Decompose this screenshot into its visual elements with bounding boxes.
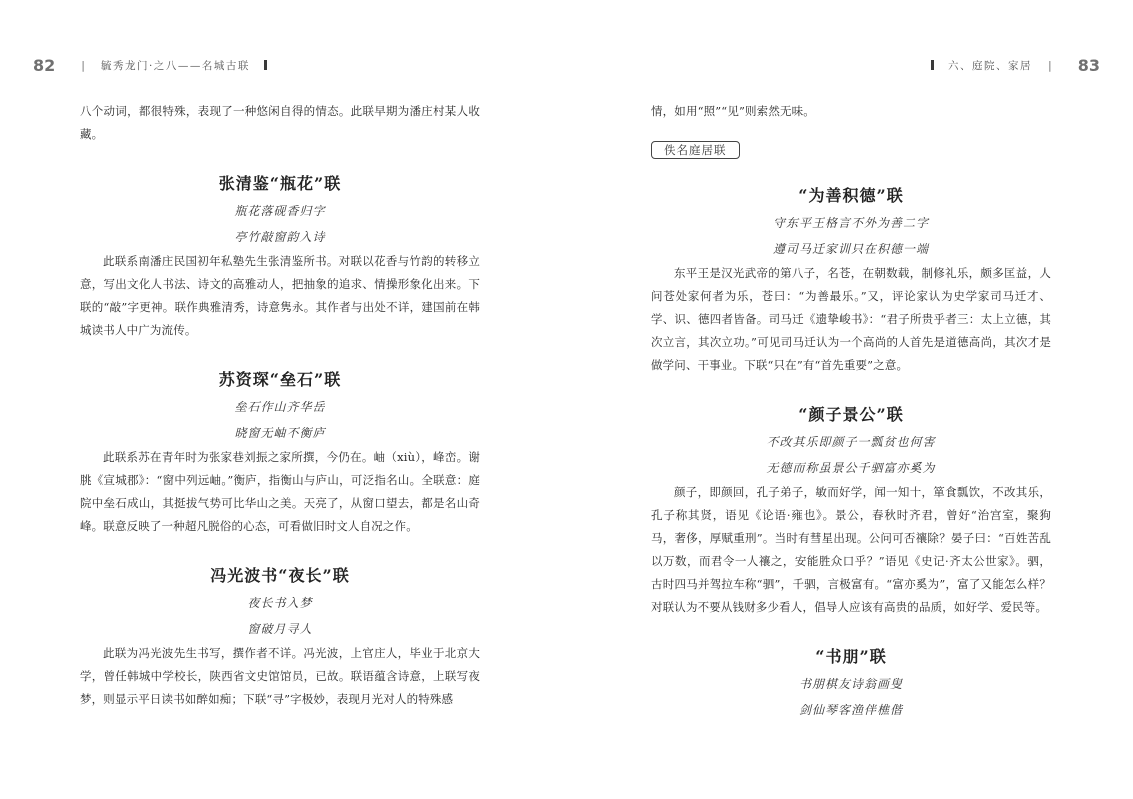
couplet-upper-line: 瓶花落砚香归字 [234,204,326,218]
couplet-upper-line: 夜长书入梦 [247,596,313,610]
header-block-marker [264,60,267,70]
couplet-upper-line: 书朋棋友诗翁画叟 [798,677,903,691]
couplet-section [80,173,480,342]
right-text-column [651,100,1051,723]
left-page [0,0,566,799]
left-running-header [33,52,267,78]
section-paragraph: 颜子，即颜回，孔子弟子，敏而好学，闻一知十，箪食瓢饮，不改其乐，孔子称其贤，语见《论语·雍也》。景公，春秋时齐君，曾好“治宫室，聚狗马，奢侈，厚赋重刑”。当时有彗星出现。公问可否禳除？晏子曰：“百姓苦乱以万数，而君令一人禳之，安能胜众口乎？”语见《史记·齐太公世家》。驷，古时四马并驾拉车称“驷”，千驷，言极富有。“富亦奚为”，富了又能怎么样？对联认为不要从钱财多少看人，倡导人应该有高贵的品质，如好学、爱民等。 [651,485,1051,614]
section-title: 冯光波书“夜长”联 [210,566,350,585]
left-text-column [80,100,480,711]
right-running-title: 六、庭院、家居 [948,59,1033,72]
header-separator: | [81,58,85,72]
section-title: “颜子景公”联 [798,405,904,424]
continued-paragraph: 情，如用“照”“见”则索然无味。 [651,104,815,118]
section-title: “书朋”联 [815,647,887,666]
section-paragraph: 东平王是汉光武帝的第八子，名苍，在朝数载，制修礼乐，颇多匡益，人问苍处家何者为乐，苍曰：“为善最乐。”又，评论家认为史学家司马迁才、学、识、德四者皆备。司马迁《遗挚峻书》：“君子所贵乎者三：太上立德，其次立言，其次立功。”可见司马迁认为一个高尚的人首先是道德高尚，其次才是做学问、干事业。下联“只在”有“首先重要”之意。 [651,266,1051,372]
category-tag-row [651,139,1051,159]
couplet-upper-line: 不改其乐即颜子一瓢贫也何害 [766,435,936,449]
right-running-header [931,52,1100,78]
left-running-title: 毓秀龙门·之八——名城古联 [100,59,250,72]
couplet-section [651,185,1051,377]
continued-paragraph: 八个动词，都很特殊，表现了一种悠闲自得的情态。此联早期为潘庄村某人收藏。 [80,104,480,141]
couplet-section [651,404,1051,619]
couplet-upper-line: 守东平王格言不外为善二字 [772,216,929,230]
section-title: “为善积德”联 [798,186,904,205]
category-tag: 佚名庭居联 [651,141,740,159]
section-title: 张清鉴“瓶花”联 [218,174,342,193]
couplet-lower-line: 无德而称虽景公千驷富亦奚为 [766,461,936,475]
header-block-marker [931,60,934,70]
couplet-upper-line: 垒石作山齐华岳 [234,400,326,414]
section-paragraph: 此联为冯光波先生书写，撰作者不详。冯光波，上官庄人，毕业于北京大学，曾任韩城中学校长，陕西省文史馆馆员，已故。联语蕴含诗意，上联写夜梦，则显示平日读书如醉如痴；下联“寻”字极妙，表现月光对人的特殊感 [80,646,480,706]
couplet-section [80,565,480,711]
couplet-lower-line: 晓窗无岫不衡庐 [234,426,326,440]
header-separator: | [1048,58,1052,72]
couplet-section [651,646,1051,723]
right-page-number: 83 [1077,55,1100,75]
section-paragraph: 此联系南潘庄民国初年私塾先生张清鉴所书。对联以花香与竹韵的转移立意，写出文化人书法、诗文的高雅动人，把抽象的追求、情操形象化出来。下联的“敲”字更神。联作典雅清秀，诗意隽永。其作者与出处不详，建国前在韩城读书人中广为流传。 [80,254,480,337]
section-title: 苏资琛“垒石”联 [218,370,342,389]
section-paragraph: 此联系苏在青年时为张家巷刘振之家所撰，今仍在。岫（xiù），峰峦。谢朓《宣城郡》：“窗中列远岫。”衡庐，指衡山与庐山，可泛指名山。全联意：庭院中垒石成山，其挺拔气势可比华山之美。天亮了，从窗口望去，都是名山奇峰。联意反映了一种超凡脱俗的心态，可看做旧时文人自况之作。 [80,450,480,533]
right-page [566,0,1133,799]
couplet-lower-line: 剑仙琴客渔伴樵偕 [798,703,903,717]
couplet-lower-line: 窗破月寻人 [247,622,313,636]
couplet-section [80,369,480,538]
left-page-number: 82 [33,55,56,75]
couplet-lower-line: 遵司马迁家训只在积德一端 [772,242,929,256]
couplet-lower-line: 亭竹敲窗韵入诗 [234,230,326,244]
